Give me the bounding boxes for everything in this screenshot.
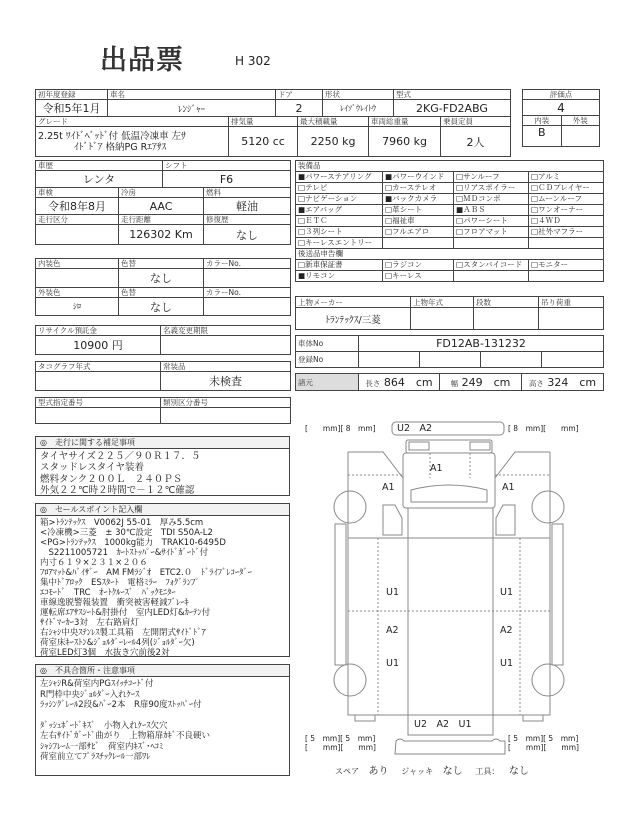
driving-note-line: スタッドレスタイヤ装着	[40, 462, 145, 474]
defects-title: 不具合箇所・注意事項	[54, 666, 135, 675]
equipment-item: □ラジコン	[383, 260, 454, 271]
ac-label: 冷房	[119, 188, 204, 198]
upper-maker-value: ﾄﾗﾝﾃｯｸｽ/三菱	[296, 308, 411, 330]
jack-label: ジャッキ	[401, 767, 434, 776]
grade-label: グレード	[36, 117, 229, 127]
model-label: 型式	[394, 90, 511, 100]
exterior-change: なし	[119, 298, 204, 316]
capacity-label: 乗員定員	[441, 117, 511, 127]
rear-bumper-outline	[395, 739, 505, 754]
equipment-item: □４ＷＤ	[529, 216, 604, 227]
equip-value: 未検査	[161, 372, 291, 391]
interior-change: なし	[119, 269, 204, 288]
upper-maker-label: 上物メーカー	[296, 297, 411, 308]
exterior-color: ｼﾛ	[36, 298, 119, 316]
sales-point-line: S2211005721 ｶｰﾄｽﾄｯﾊﾟｰ&ｻｲﾄﾞｶﾞｰﾄﾞ付	[40, 548, 209, 558]
lot-number: H 302	[235, 54, 271, 68]
equipment-item: □キーレス	[383, 271, 454, 282]
equipment-title: 装備品	[296, 161, 604, 172]
doors-value: 2	[276, 100, 323, 117]
equipment-item: □革シート	[383, 205, 454, 216]
mark-hood: A1	[430, 463, 443, 474]
sales-point-line: ｴｺﾓｰﾄﾞ TRC ｵｰﾄｸﾙｰｽﾞ ﾊﾞｯｸﾓﾆﾀｰ	[40, 588, 176, 598]
upper-year-label: 上物年式	[411, 297, 474, 308]
equipment-item: □リアスポイラー	[454, 183, 529, 194]
tiers-label: 段数	[474, 297, 539, 308]
mark-right-fender: A1	[502, 482, 515, 493]
ac-value: AAC	[119, 198, 204, 215]
mark-left-u1b: U1	[386, 658, 399, 669]
sheet-title: 出品票	[100, 45, 184, 76]
cab-outline	[403, 453, 495, 508]
mark-left-u1a: U1	[386, 587, 399, 598]
length-label: 長さ	[365, 379, 381, 388]
equipment-item: □福祉車	[383, 216, 454, 227]
later-items-title: 後送品申告欄	[296, 249, 604, 260]
equipment-item: ■リモコン	[296, 271, 383, 282]
defect-line: 左ｼｬｼR&荷室内PGｽｲｯﾁｺｰﾄﾞ付	[40, 679, 154, 689]
tread-rear-left-1: [ 5 mm][ 5 mm]	[305, 734, 376, 743]
max-load-label: 最大積載量	[298, 117, 369, 127]
mark-left-fender: A1	[382, 482, 395, 493]
equipment-item: □キーレスエントリー	[296, 238, 383, 249]
mileage-label: 走行距離	[119, 215, 204, 225]
defect-line: ﾀﾞｯｼｭﾎﾞｰﾄﾞｷｽﾞ 小物入れｹｰｽ欠穴	[40, 720, 168, 731]
tools-label: 工具：	[475, 767, 500, 776]
displacement-label: 排気量	[229, 117, 298, 127]
equipment-item: □フロアマット	[454, 227, 529, 238]
length-value: 864 cm	[383, 376, 433, 389]
max-load-value: 2250 kg	[298, 127, 369, 157]
equipment-item: □アルミ	[529, 172, 604, 183]
fuel-label: 燃料	[204, 188, 291, 198]
equip-label: 常装品	[161, 362, 291, 372]
equipment-item: ■パワーウインド	[383, 172, 454, 183]
equipment-item: □新車保証書	[296, 260, 383, 271]
gross-weight-label: 車両総重量	[369, 117, 441, 127]
sales-point-line: 内寸６１９×２３１×２０６	[40, 558, 148, 568]
sales-point-line: 箱>ﾄﾗﾝﾃｯｸｽ V0062J 55-01 厚み5.5cm	[40, 518, 204, 528]
inspection-value: 令和8年8月	[36, 198, 119, 215]
equipment-item: □ナビゲーション	[296, 194, 383, 205]
front-left-wheel	[334, 491, 366, 523]
width-value: 249 cm	[461, 376, 511, 389]
capacity-value: 2人	[441, 127, 511, 157]
defects-header: ◎ 不具合箇所・注意事項	[36, 665, 289, 677]
equipment-item: □３列シート	[296, 227, 383, 238]
sales-point-line: ｻｲﾄﾞﾏｰｶｰ3対 左右路肩灯	[40, 618, 139, 628]
driving-note-line: タイヤサイズ２２５／９０Ｒ１７．５	[40, 451, 201, 462]
car-name-label: 車名	[108, 90, 276, 100]
interior-color-no-label: カラーNo.	[204, 259, 291, 269]
defect-line: R門枠中央ｼﾞｮﾙﾀﾞｰ入れｹｰｽ	[40, 689, 140, 700]
grade-line-2: ｲﾄﾞﾄﾞｱ 格納PG Rｴｱｻｽ	[74, 141, 167, 153]
windshield	[411, 485, 487, 502]
equipment-item: □ＣＤプレイヤー	[529, 183, 604, 194]
equipment-item: □サンルーフ	[454, 172, 529, 183]
equipment-item: □フルエアロ	[383, 227, 454, 238]
equipment-item: □モニター	[529, 260, 604, 271]
first-reg-label: 初年度登録	[36, 90, 108, 100]
hoist-load-label: 吊り荷重	[539, 297, 604, 308]
name-change-label: 名義変更期限	[161, 326, 291, 336]
tools-value: なし	[508, 766, 529, 777]
interior-grade: B	[523, 126, 562, 147]
tacho-label: タコグラフ年式	[36, 362, 161, 372]
sales-point-line: 荷室床ｷｰｽﾄﾝ&ｼﾞｮﾙﾀﾞｰﾚｰﾙ4列(ｼﾞｮﾙﾀﾞｰ欠)	[40, 638, 195, 648]
equipment-item: □スタンバイコード	[454, 260, 529, 271]
equipment-item: ■パワーステアリング	[296, 172, 383, 183]
height-label: 高さ	[528, 379, 544, 388]
height-value: 324 cm	[547, 376, 597, 389]
width-label: 幅	[450, 379, 459, 388]
equipment-item: □ＭＤコンポ	[454, 194, 529, 205]
equipment-item: ■エアバッグ	[296, 205, 383, 216]
grade-line-1: 2.25t ﾜｲﾄﾞﾍﾞｯﾄﾞ付 低温冷凍車 左ｻ	[38, 130, 186, 142]
defect-line: ｼｬｼﾌﾚｰﾑ一部ｻﾋﾞ 荷室内ｷｽﾞ･ﾍｺﾐ	[40, 741, 164, 752]
sales-points-header: ◎ セールスポイント記入欄	[36, 504, 289, 516]
displacement-value: 5120 cc	[229, 127, 298, 157]
driving-notes-title: 走行に関する補足事項	[54, 438, 135, 447]
chassis-no-value: FD12AB-131232	[359, 336, 604, 352]
spare-label: スペア	[335, 767, 359, 776]
recycle-label: リサイクル預託金	[36, 326, 161, 336]
exterior-grade-label: 外装	[561, 116, 600, 126]
tread-front-right: [ 8 mm][ mm]	[508, 424, 579, 433]
type-no-label: 型式指定番号	[36, 398, 161, 408]
recycle-value: 10900 円	[36, 336, 161, 355]
shift-label: シフト	[163, 161, 291, 171]
sales-point-line: 荷室LED灯3個 水抜き穴前後2対	[40, 648, 170, 658]
rear-left-wheel	[334, 664, 366, 696]
accessories-row	[335, 762, 529, 777]
drive-class-label: 走行区分	[36, 215, 119, 225]
repair-label: 修復歴	[204, 215, 291, 225]
history-value: レンタ	[36, 171, 163, 188]
rear-right-wheel	[532, 664, 564, 696]
equipment-item: □社外マフラー	[529, 227, 604, 238]
sales-point-line: 運転席ｴｱｻｽｼｰﾄ&肘掛付 室内LED灯&ｶｰﾃﾝ付	[40, 608, 211, 618]
class-no-label: 類別区分番号	[161, 398, 291, 408]
score-label: 評価点	[523, 90, 600, 100]
chassis-no-label: 車体No	[296, 336, 359, 352]
equipment-item: □パワーシート	[454, 216, 529, 227]
interior-color-label: 内装色	[36, 259, 119, 269]
sales-points-title: セールスポイント記入欄	[54, 505, 143, 514]
spare-value: あり	[368, 766, 389, 777]
equipment-item: ■バックカメラ	[383, 194, 454, 205]
equipment-item: ■ＡＢＳ	[454, 205, 529, 216]
mileage-value: 126302 Km	[119, 225, 204, 245]
mark-front-bumper: U2 A2	[397, 423, 433, 434]
tread-rear-left-2: [ mm][ mm]	[305, 743, 376, 752]
shift-value: F6	[163, 171, 291, 188]
history-label: 車歴	[36, 161, 163, 171]
sales-point-line: <冷凍機>三菱 ± 30℃設定 TDI S50A-L2	[40, 528, 213, 538]
equipment-item: □ムーンルーフ	[529, 194, 604, 205]
defect-line: ﾗｯｼﾝｸﾞﾚｰﾙ2段&ﾊﾞｰ2本 R扉90度ｽﾄｯﾊﾟｰ付	[40, 700, 202, 710]
jack-value: なし	[442, 766, 463, 777]
repair-value: なし	[204, 225, 291, 245]
sales-point-line: ﾌﾛｱﾏｯﾄ&ﾊﾞｲｻﾞｰ AM FMﾗｼﾞｵ ETC2.０ ﾄﾞﾗｲﾌﾞﾚｺｰﾀﾞｰ	[40, 568, 252, 578]
mark-rear: U2 A2 U1	[414, 719, 472, 730]
mark-left-a2: A2	[386, 625, 399, 636]
reg-no-label: 登録No	[296, 352, 359, 368]
sales-point-line: <PG>ﾄﾗﾝﾃｯｸｽ 1000kg能力 TRAK10-6495D	[40, 538, 226, 548]
driving-note-line: 燃料タンク２００Ｌ ２４０ＰＳ	[40, 473, 183, 485]
front-right-wheel	[532, 491, 564, 523]
tread-front-left: [ mm][ 8 mm]	[305, 424, 376, 433]
dims-label: 諸元	[296, 374, 359, 391]
exterior-change-label: 色替	[119, 288, 204, 298]
fuel-value: 軽油	[204, 198, 291, 215]
equipment-item: □テレビ	[296, 183, 383, 194]
defect-line: 左右ｻｲﾄﾞｶﾞｰﾄﾞ曲がり 上物箱扉ｶｷﾞ不良硬い	[40, 731, 211, 741]
mark-right-u1b: U1	[500, 658, 513, 669]
driving-notes-header: ◎ 走行に関する補足事項	[36, 437, 289, 449]
body-label: 形状	[323, 90, 394, 100]
equipment-item: □ＥＴＣ	[296, 216, 383, 227]
driving-note-line: 外気２２℃時２時間で－１２℃確認	[40, 485, 195, 497]
model-value: 2KG-FD2ABG	[394, 100, 511, 117]
interior-change-label: 色替	[119, 259, 204, 269]
sales-point-line: 右ｼｬｼ中央ｽﾃﾝﾚｽ製工具箱 左開閉式ｻｲﾄﾞﾄﾞｱ	[40, 628, 206, 638]
exterior-color-label: 外装色	[36, 288, 119, 298]
mark-right-u1a: U1	[500, 587, 513, 598]
defect-line: 荷室前立てﾌﾟﾗｽﾁｯｸﾚｰﾙ一部ﾜﾚ	[40, 752, 151, 762]
equipment-item: □カーステレオ	[383, 183, 454, 194]
sales-point-line: 車線逸脱警報装置 衝突被害軽減ﾌﾞﾚｰｷ	[40, 598, 189, 608]
mark-right-a2: A2	[500, 625, 513, 636]
doors-label: ドア	[276, 90, 323, 100]
car-name-value: ﾚﾝｼﾞｬｰ	[108, 100, 276, 117]
inspection-label: 車検	[36, 188, 119, 198]
tread-rear-right-2: [ mm][ mm]	[508, 743, 579, 752]
sales-point-line: 集中ﾄﾞｱﾛｯｸ ESｽﾀｰﾄ 電格ﾐﾗｰ ﾌｫｸﾞﾗﾝﾌﾟ	[40, 578, 200, 588]
tread-rear-right-1: [ 5 mm][ 5 mm]	[508, 734, 579, 743]
body-value: ﾚｲｿﾞｳﾚｲﾄｳ	[323, 100, 394, 117]
first-reg-value: 令和5年1月	[36, 100, 108, 117]
exterior-color-no-label: カラーNo.	[204, 288, 291, 298]
interior-grade-label: 内装	[523, 116, 562, 126]
gross-weight-value: 7960 kg	[369, 127, 441, 157]
equipment-item: □ワンオーナー	[529, 205, 604, 216]
score-value: 4	[523, 100, 600, 116]
